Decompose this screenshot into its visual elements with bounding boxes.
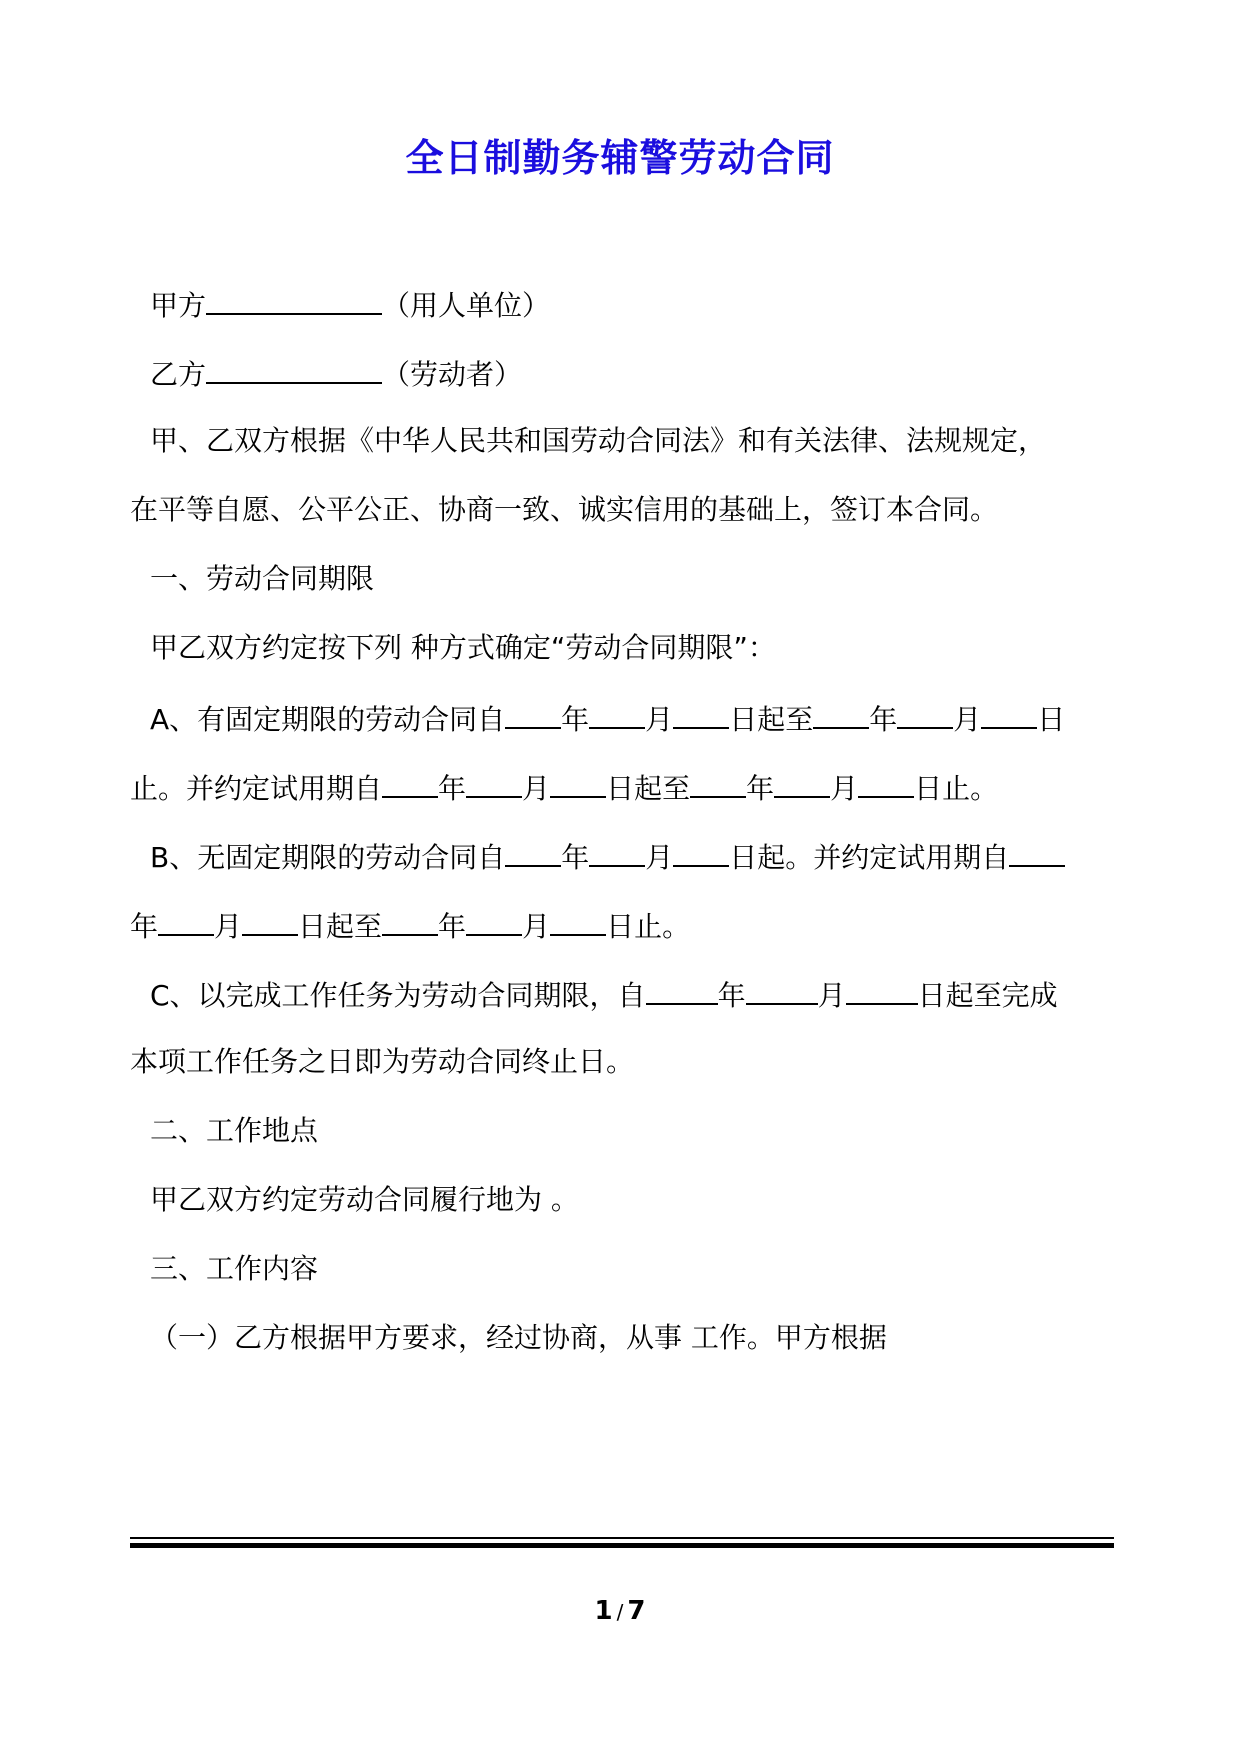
year-label: 年: [746, 772, 775, 805]
option-b-line-2: [130, 904, 690, 944]
option-a-line-2: [130, 766, 998, 806]
date-blank: [673, 697, 729, 729]
month-label: 月: [522, 772, 551, 805]
date-blank: [646, 973, 718, 1005]
month-label: 月: [953, 703, 982, 736]
party-a-note: （用人单位）: [382, 289, 551, 322]
year-label: 年: [561, 841, 590, 874]
document-title: 全日制勤务辅警劳动合同: [405, 136, 835, 180]
date-blank: [382, 766, 438, 798]
date-blank: [589, 835, 645, 867]
date-blank: [466, 904, 522, 936]
date-blank: [550, 904, 606, 936]
section-3-heading: 三、工作内容: [150, 1252, 319, 1285]
section-2-text: 甲乙双方约定劳动合同履行地为 。: [150, 1183, 579, 1216]
month-label: 月: [645, 841, 674, 874]
option-b-prefix: B、无固定期限的劳动合同自: [150, 841, 506, 874]
page-total: 7: [627, 1596, 646, 1626]
party-b-blank: [206, 352, 382, 384]
day-from-to-label: 日起至: [606, 772, 691, 805]
date-blank: [589, 697, 645, 729]
date-blank: [466, 766, 522, 798]
year-label: 年: [717, 979, 746, 1012]
stop-label: 止。: [130, 772, 187, 805]
date-blank: [846, 973, 918, 1005]
day-from-to-label: 日起至: [729, 703, 814, 736]
footer-rule-thin: [130, 1537, 1114, 1539]
probation-label: 并约定试用期自: [813, 841, 1010, 874]
month-label: 月: [645, 703, 674, 736]
page-separator: /: [616, 1600, 624, 1624]
year-label: 年: [438, 910, 467, 943]
party-a-line: [130, 283, 550, 323]
option-c-line-2: 本项工作任务之日即为劳动合同终止日。: [130, 1045, 635, 1078]
day-stop-label: 日止。: [914, 772, 999, 805]
intro-line-2: 在平等自愿、公平公正、协商一致、诚实信用的基础上，签订本合同。: [130, 493, 999, 526]
option-a-line-1: [130, 697, 1065, 737]
option-a-prefix: A、有固定期限的劳动合同自: [150, 703, 506, 736]
year-label: 年: [869, 703, 898, 736]
year-label: 年: [130, 910, 159, 943]
date-blank: [746, 973, 818, 1005]
option-b-line-1: [130, 835, 1065, 875]
date-blank: [858, 766, 914, 798]
option-c-line-1: [130, 973, 1058, 1013]
party-a-blank: [206, 283, 382, 315]
year-label: 年: [438, 772, 467, 805]
date-blank: [981, 697, 1037, 729]
page-number: [0, 1596, 1240, 1626]
date-blank: [897, 697, 953, 729]
section-3-text: （一）乙方根据甲方要求，经过协商，从事 工作。甲方根据: [150, 1321, 887, 1354]
date-blank: [813, 697, 869, 729]
day-stop-label: 日止。: [606, 910, 691, 943]
month-label: 月: [214, 910, 243, 943]
footer-rule-thick: [130, 1543, 1114, 1548]
date-blank: [382, 904, 438, 936]
option-c-prefix: C、以完成工作任务为劳动合同期限，自: [150, 979, 646, 1012]
month-label: 月: [830, 772, 859, 805]
year-label: 年: [561, 703, 590, 736]
date-blank: [242, 904, 298, 936]
date-blank: [774, 766, 830, 798]
date-blank: [690, 766, 746, 798]
month-label: 月: [817, 979, 846, 1012]
day-label: 日: [1037, 703, 1066, 736]
party-b-label: 乙方: [150, 358, 207, 391]
section-1-text: 甲乙双方约定按下列 种方式确定“劳动合同期限”：: [150, 631, 776, 664]
page-current: 1: [594, 1596, 613, 1626]
party-a-label: 甲方: [150, 289, 207, 322]
date-blank: [158, 904, 214, 936]
section-2-heading: 二、工作地点: [150, 1114, 319, 1147]
intro-line-1: 甲、乙双方根据《中华人民共和国劳动合同法》和有关法律、法规规定，: [150, 424, 1047, 457]
party-b-note: （劳动者）: [382, 358, 523, 391]
date-blank: [505, 835, 561, 867]
day-from-to-label: 日起至: [298, 910, 383, 943]
day-start-label: 日起。: [729, 841, 814, 874]
date-blank: [673, 835, 729, 867]
section-1-heading: 一、劳动合同期限: [150, 562, 375, 595]
month-label: 月: [522, 910, 551, 943]
date-blank: [550, 766, 606, 798]
option-c-tail: 日起至完成: [917, 979, 1058, 1012]
date-blank: [505, 697, 561, 729]
probation-label: 并约定试用期自: [186, 772, 383, 805]
party-b-line: [130, 352, 522, 392]
date-blank: [1009, 835, 1065, 867]
